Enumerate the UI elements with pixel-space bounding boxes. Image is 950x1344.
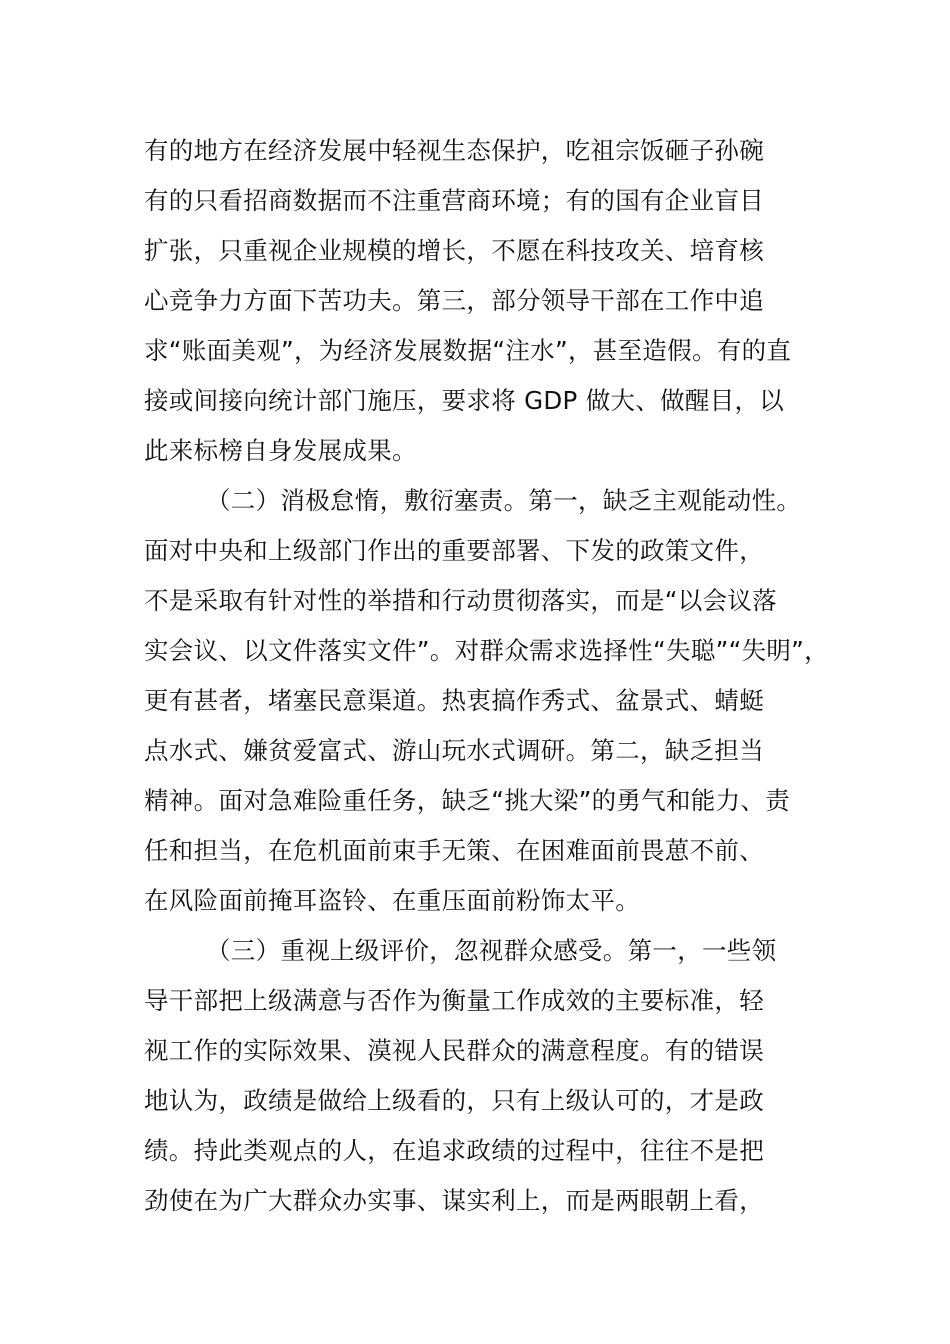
text-line: 心竞争力方面下苦功夫。第三，部分领导干部在工作中追 — [144, 286, 764, 315]
text-line: 扩张，只重视企业规模的增长，不愿在科技攻关、培育核 — [144, 236, 764, 265]
text-line: 任和担当，在危机面前束手无策、在困难面前畏葸不前、 — [144, 836, 764, 865]
text-line: 有的只看招商数据而不注重营商环境；有的国有企业盲目 — [144, 186, 764, 215]
text-line: 在风险面前掩耳盗铃、在重压面前粉饰太平。 — [144, 886, 640, 915]
text-line: 接或间接向统计部门施压，要求将 GDP 做大、做醒目，以 — [144, 386, 785, 415]
section-heading-line: （二）消极怠惰，敷衍塞责。第一，缺乏主观能动性。 — [206, 486, 802, 515]
text-line: 不是采取有针对性的举措和行动贯彻落实，而是“以会议落 — [144, 586, 777, 615]
section-heading-line: （三）重视上级评价，忽视群众感受。第一，一些领 — [206, 936, 777, 965]
text-line: 地认为，政绩是做给上级看的，只有上级认可的，才是政 — [144, 1086, 764, 1115]
text-line: 求“账面美观”，为经济发展数据“注水”，甚至造假。有的直 — [144, 336, 792, 365]
text-line: 劲使在为广大群众办实事、谋实利上，而是两眼朝上看， — [144, 1186, 764, 1215]
text-line: 更有甚者，堵塞民意渠道。热衷搞作秀式、盆景式、蜻蜓 — [144, 686, 764, 715]
text-line: 实会议、以文件落实文件”。对群众需求选择性“失聪”“失明”， — [144, 636, 829, 665]
body-text — [144, 126, 844, 1226]
text-line: 视工作的实际效果、漠视人民群众的满意程度。有的错误 — [144, 1036, 764, 1065]
text-line: 精神。面对急难险重任务，缺乏“挑大梁”的勇气和能力、责 — [144, 786, 790, 815]
text-line: 面对中央和上级部门作出的重要部署、下发的政策文件， — [144, 536, 764, 565]
text-line: 点水式、嫌贫爱富式、游山玩水式调研。第二，缺乏担当 — [144, 736, 764, 765]
text-line: 有的地方在经济发展中轻视生态保护，吃祖宗饭砸子孙碗 — [144, 136, 764, 165]
text-line: 绩。持此类观点的人，在追求政绩的过程中，往往不是把 — [144, 1136, 764, 1165]
text-line: 导干部把上级满意与否作为衡量工作成效的主要标准，轻 — [144, 986, 764, 1015]
text-line: 此来标榜自身发展成果。 — [144, 436, 417, 465]
